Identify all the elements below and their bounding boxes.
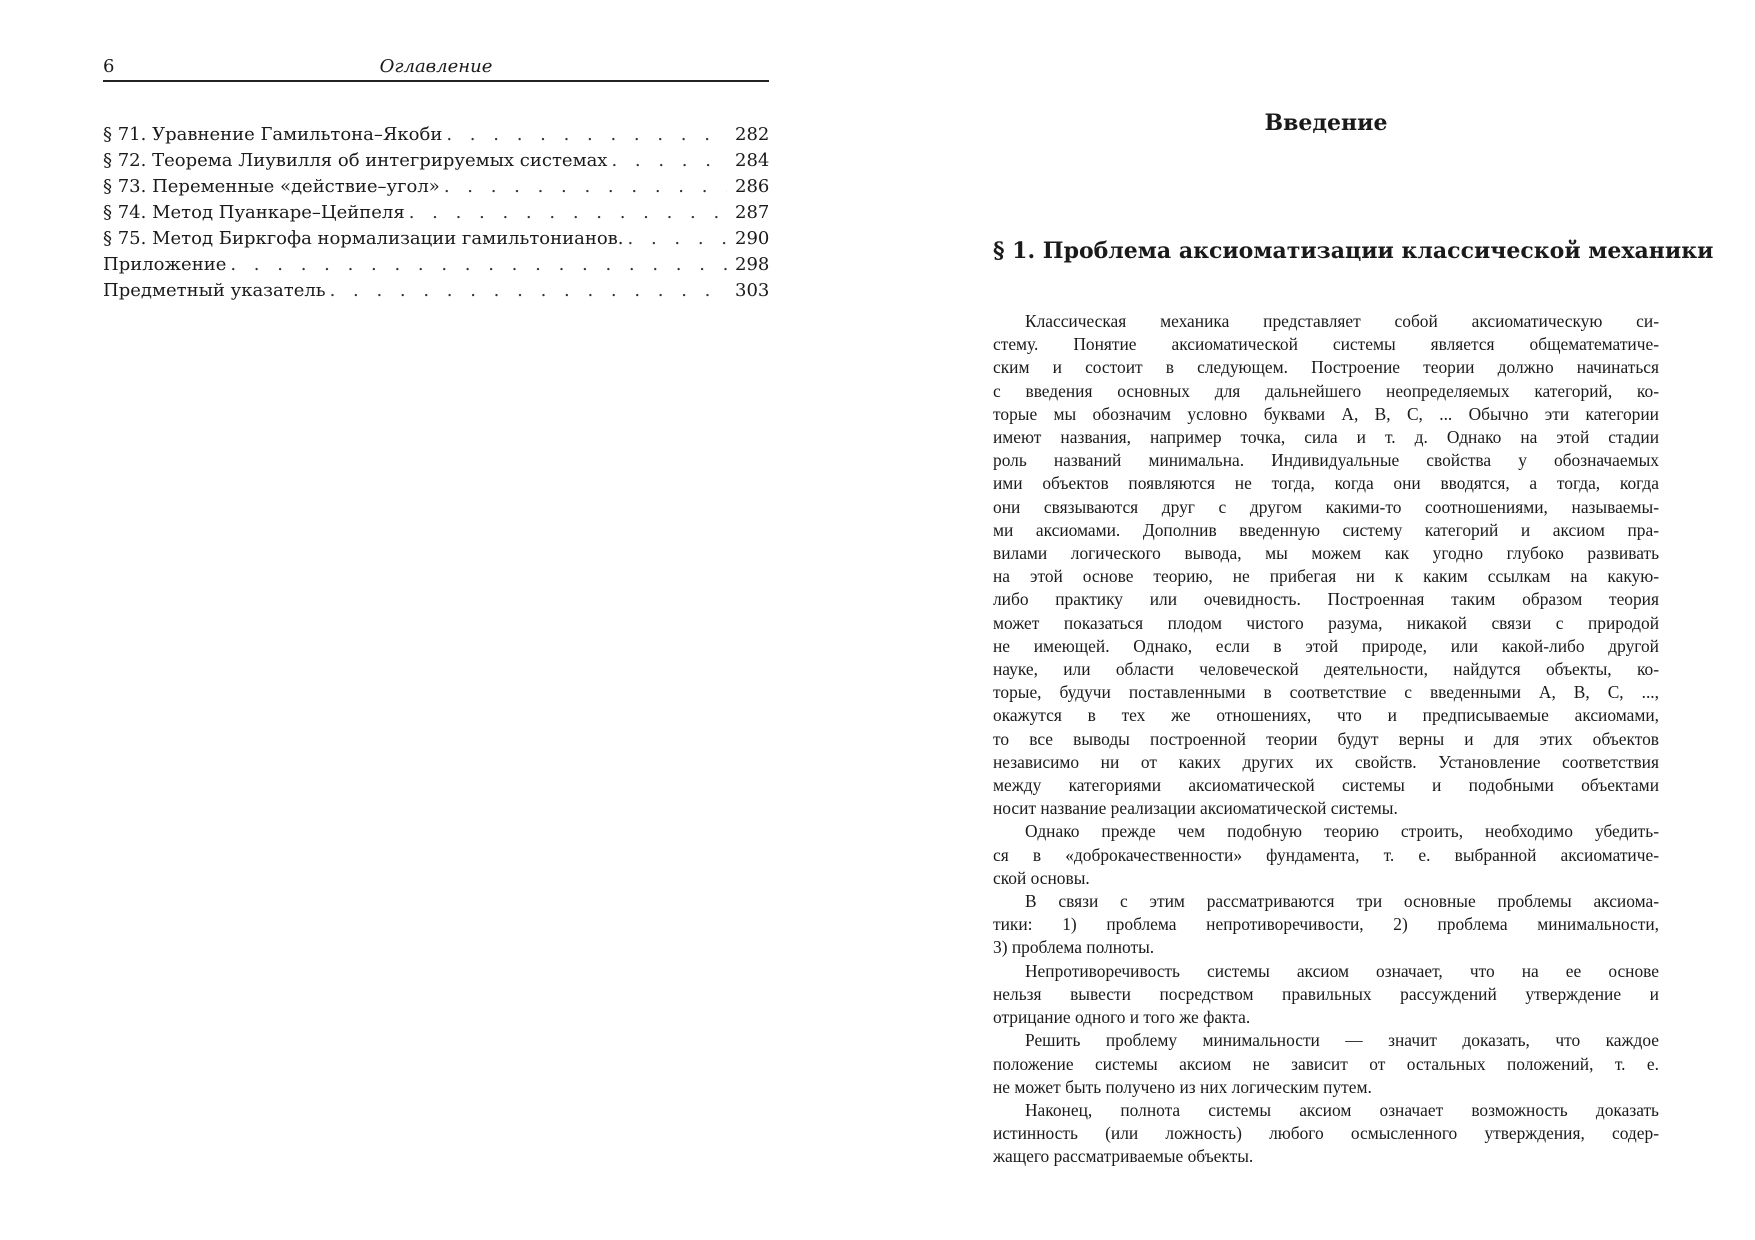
paragraph bbox=[993, 1099, 1659, 1169]
text-line: Непротиворечивость системы аксиом означает, что на ее основе bbox=[1025, 960, 1659, 981]
paragraph bbox=[993, 310, 1659, 820]
text-line: науке, или области человеческой деятельности, найдутся объекты, ко- bbox=[993, 659, 1659, 680]
toc-entry[interactable] bbox=[103, 252, 769, 278]
text-line: может показаться плодом чистого разума, никакой связи с природой bbox=[993, 612, 1659, 633]
text-line: роль названий минимальна. Индивидуальные свойства у обозначаемых bbox=[993, 450, 1659, 471]
text-line: не имеющей. Однако, если в этой природе, или какой-либо другой bbox=[993, 635, 1659, 656]
toc-entry[interactable] bbox=[103, 122, 769, 148]
toc-leader-dots bbox=[444, 174, 727, 200]
page-number: 6 bbox=[103, 56, 115, 77]
section-title: § 1. Проблема аксиоматизации классической механики bbox=[993, 238, 1714, 264]
text-line: отрицание одного и того же факта. bbox=[993, 1007, 1251, 1028]
toc-entry-title: § 71. Уравнение Гамильтона–Якоби bbox=[103, 124, 443, 145]
toc-leader-dots bbox=[409, 200, 727, 226]
text-line: истинность (или ложность) любого осмысленного утверждения, содер- bbox=[993, 1123, 1659, 1144]
text-line: ся в «доброкачественности» фундамента, т. е. выбранной аксиоматиче- bbox=[993, 844, 1659, 865]
text-line: ими объектов появляются не тогда, когда они вводятся, а тогда, когда bbox=[993, 473, 1659, 494]
right-page bbox=[877, 0, 1755, 1240]
toc-entry-page: 298 bbox=[735, 254, 770, 275]
toc-entry-page: 284 bbox=[735, 150, 770, 171]
toc-leader-dots bbox=[628, 226, 727, 252]
toc-entry-title: § 74. Метод Пуанкаре–Цейпеля bbox=[103, 202, 405, 223]
text-line: тики: 1) проблема непротиворечивости, 2) проблема минимальности, bbox=[993, 914, 1659, 935]
text-line: Решить проблему минимальности — значит доказать, что каждое bbox=[1025, 1030, 1659, 1051]
text-line: 3) проблема полноты. bbox=[993, 937, 1155, 958]
text-line: Наконец, полнота системы аксиом означает возможность доказать bbox=[1025, 1099, 1659, 1120]
toc-entry-title: § 75. Метод Биркгофа нормализации гамильтонианов. bbox=[103, 228, 624, 249]
paragraph bbox=[993, 890, 1659, 960]
text-line: положение системы аксиом не зависит от остальных положений, т. е. bbox=[993, 1053, 1659, 1074]
text-line: с введения основных для дальнейшего неопределяемых категорий, ко- bbox=[993, 380, 1659, 401]
toc-entry[interactable] bbox=[103, 174, 769, 200]
text-line: либо практику или очевидность. Построенная таким образом теория bbox=[993, 589, 1659, 610]
toc-leader-dots bbox=[230, 252, 727, 278]
text-line: на этой основе теорию, не прибегая ни к каким ссылкам на какую- bbox=[993, 566, 1659, 587]
toc-entry-page: 287 bbox=[735, 202, 770, 223]
toc-entry-title: § 72. Теорема Лиувилля об интегрируемых системах bbox=[103, 150, 608, 171]
text-line: ским и состоит в следующем. Построение теории должно начинаться bbox=[993, 357, 1659, 378]
toc-entry-page: 286 bbox=[735, 176, 770, 197]
toc-entry-page: 282 bbox=[735, 124, 770, 145]
running-title: Оглавление bbox=[379, 56, 493, 77]
toc-leader-dots bbox=[330, 278, 727, 304]
text-line: Однако прежде чем подобную теорию строить, необходимо убедить- bbox=[1025, 821, 1659, 842]
text-line: нельзя вывести посредством правильных рассуждений утверждение и bbox=[993, 983, 1659, 1004]
toc-entry[interactable] bbox=[103, 200, 769, 226]
paragraph bbox=[993, 1029, 1659, 1099]
text-line: они связываются друг с другом какими-то соотношениями, называемы- bbox=[993, 496, 1659, 517]
text-line: торые мы обозначим условно буквами A, B, C, ... Обычно эти категории bbox=[993, 403, 1659, 424]
text-line: В связи с этим рассматриваются три основные проблемы аксиома- bbox=[1025, 891, 1659, 912]
paragraph bbox=[993, 820, 1659, 890]
text-line: имеют названия, например точка, сила и т. д. Однако на этой стадии bbox=[993, 427, 1659, 448]
toc-entry-title: § 73. Переменные «действие–угол» bbox=[103, 176, 440, 197]
text-line: Классическая механика представляет собой аксиоматическую си- bbox=[1025, 311, 1659, 331]
toc-entry[interactable] bbox=[103, 226, 769, 252]
table-of-contents bbox=[103, 122, 769, 304]
toc-entry-title: Предметный указатель bbox=[103, 280, 326, 301]
toc-entry-page: 303 bbox=[735, 280, 770, 301]
text-line: окажутся в тех же отношениях, что и предписываемые аксиомами, bbox=[993, 705, 1659, 726]
left-page bbox=[0, 0, 877, 1240]
text-line: торые, будучи поставленными в соответствие с введенными A, B, C, ..., bbox=[993, 682, 1659, 703]
text-line: независимо ни от каких других их свойств. Установление соответствия bbox=[993, 751, 1659, 772]
toc-leader-dots bbox=[446, 122, 727, 148]
text-line: стему. Понятие аксиоматической системы является общематематиче- bbox=[993, 334, 1659, 355]
toc-entry-page: 290 bbox=[735, 228, 770, 249]
toc-entry[interactable] bbox=[103, 278, 769, 304]
text-line: ми аксиомами. Дополнив введенную систему категорий и аксиом пра- bbox=[993, 519, 1659, 540]
text-line: между категориями аксиоматической системы и подобными объектами bbox=[993, 775, 1659, 796]
chapter-title: Введение bbox=[1264, 110, 1388, 136]
paragraph bbox=[993, 960, 1659, 1030]
text-line: не может быть получено из них логическим путем. bbox=[993, 1076, 1372, 1097]
toc-entry-title: Приложение bbox=[103, 254, 227, 275]
body-text bbox=[993, 310, 1659, 1169]
toc-leader-dots bbox=[611, 148, 727, 174]
toc-entry[interactable] bbox=[103, 148, 769, 174]
running-head bbox=[103, 56, 769, 82]
text-line: носит название реализации аксиоматической системы. bbox=[993, 798, 1398, 819]
text-line: вилами логического вывода, мы можем как угодно глубоко развивать bbox=[993, 543, 1659, 564]
text-line: ской основы. bbox=[993, 867, 1090, 888]
text-line: то все выводы построенной теории будут верны и для этих объектов bbox=[993, 728, 1659, 749]
text-line: жащего рассматриваемые объекты. bbox=[993, 1146, 1254, 1167]
